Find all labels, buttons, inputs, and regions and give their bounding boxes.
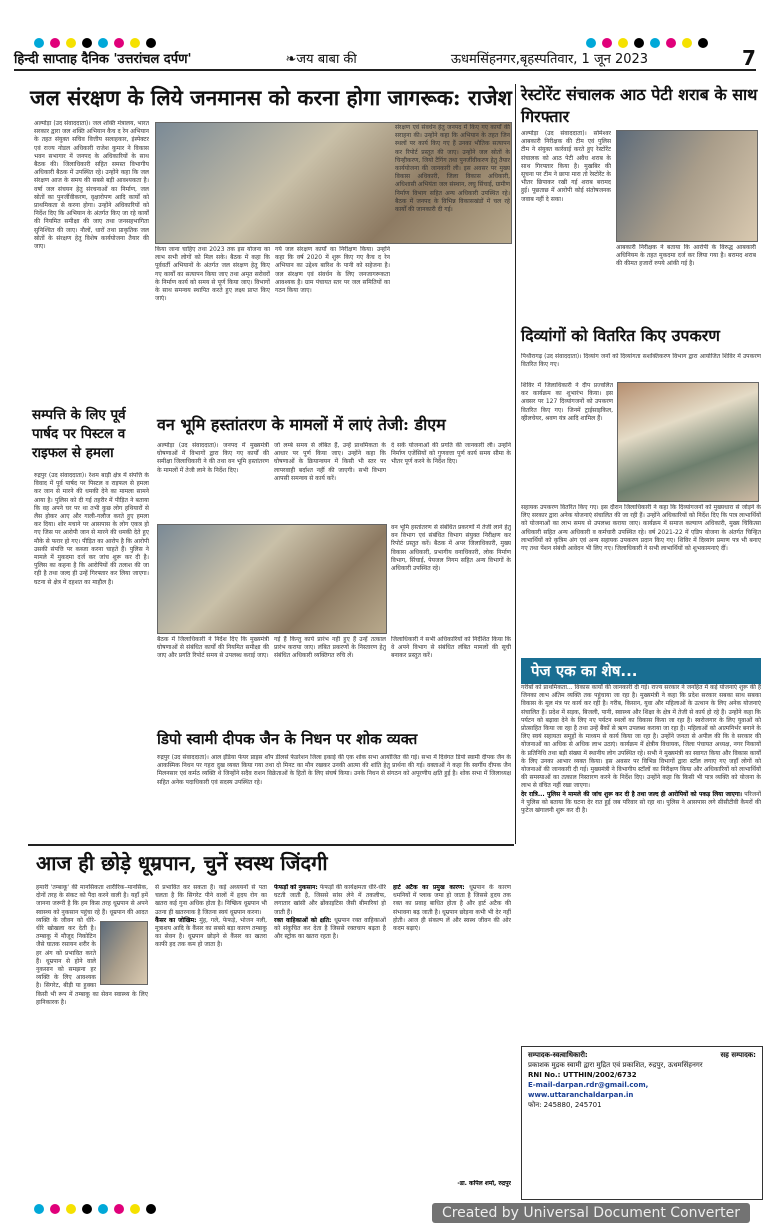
masthead-right: ऊधमसिंहनगर,बृहस्पतिवार, 1 जून 2023 — [450, 52, 649, 67]
story3-headline: सम्पत्ति के लिए पूर्व पार्षद पर पिस्टल व राइफल से हमला — [32, 407, 126, 461]
story1-body-col2: गये जल संरक्षण कार्यों का निरीक्षण किया। उन्होंने कहा कि वर्ष 2020 में शुरू किए गए कैच द रेन अभियान का उद्देश्य बारिश के पानी को सहेजना है। जल संरक्षण एवं संवर्धन के लिए जनजागरूकता आवश्यक है। ग्राम पंचायत स्तर पर जल समितियों का गठन किया जाए। — [275, 246, 390, 295]
story7-col1: हमारी 'तम्बाकू' की मानसिकता शारीरिक–मानसिक, दोनों तरह के संकट को पैदा करने वाली है। यहाँ हमें जानना जरूरी है कि हम किस तरह धूम्रपान से अपने स्वास्थ्य को नुकसान पहुंचा रहे हैं। धूम्रपान की आदत व्यक्ति के जीवन को धीरे-धीरे खोखला कर देती है। तम्बाकू में मौजूद निकोटिन जैसे घातक रसायन शरीर के हर अंग को प्रभावित करते हैं। धूम्रपान से होने वाले नुकसान को समझना हर व्यक्ति के लिए आवश्यक है। सिगरेट, बीड़ी या हुक्का किसी भी रूप में तम्बाकू का सेवन स्वास्थ्य के लिए हानिकारक है। — [36, 884, 148, 1006]
story5-col3b: वन भूमि हस्तांतरण से संबंधित प्रकरणों में तेजी लाने हेतु वन विभाग एवं संबंधित विभाग संयुक्त निरीक्षण कर रिपोर्ट प्रस्तुत करें। बैठक में अपर जिलाधिकारी, मुख्य विकास अधिकारी, प्रभागीय वनाधिकारी, लोक निर्माण विभाग, सिंचाई, पेयजल निगम सहित अन्य विभागों के अधिकारी उपस्थित रहे। — [391, 524, 511, 573]
black-dot — [82, 1204, 92, 1214]
story3-lead: रुद्रपुर (उद संवाददाता)। रेशम बाड़ी क्षेत्र में संपत्ति के विवाद में पूर्व पार्षद पर पिस्टल व राइफल से हमला कर जान से मारने की धमकी देने का मामला सामने आया है। पुलिस को दी गई तहरीर में पीड़ित ने बताया कि वह अपने घर पर था तभी कुछ लोग हथियारों से लैस होकर आए और गाली-गलौज करते हुए हमला कर दिया। शोर मचाने पर आसपास के लोग एकत्र हो गए जिस पर आरोपी जान से मारने की धमकी देते हुए मौके से फरार हो गए। पीड़ित का आरोप है कि आरोपी उसकी संपत्ति पर कब्जा करना चाहते हैं। पुलिस ने मामले में मुकदमा दर्ज कर जांच शुरू कर दी है। पुलिस का कहना है कि आरोपियों की तलाश की जा रही है तथा जल्द ही उन्हें गिरफ्तार कर लिया जाएगा। घटना से क्षेत्र में दहशत का माहौल है। — [34, 472, 149, 586]
continuation-box-header: पेज एक का शेष... — [521, 658, 761, 684]
black-dot — [146, 1204, 156, 1214]
story2-photo — [616, 130, 758, 242]
story5-col2: जो लम्बे समय से लंबित हैं, उन्हें प्राथमिकता के आधार पर पूर्ण किया जाए। उन्होंने कहा कि घोषणाओं के क्रियान्वयन में किसी भी स्तर पर लापरवाही बर्दाश्त नहीं की जाएगी। सभी विभाग आपसी समन्वय से कार्य करें। — [274, 442, 386, 482]
masthead-left: हिन्दी साप्ताह दैनिक 'उत्तरांचल दर्पण' — [14, 52, 192, 67]
cyan-dot — [98, 1204, 108, 1214]
imprint-box — [521, 1046, 763, 1200]
story5-col1: अल्मोड़ा (उद संवाददाता)। जनपद में मुख्यमंत्री घोषणाओं में विभागों द्वारा किए गए कार्यों की समीक्षा जिलाधिकारी ने की तथा वन भूमि हस्तांतरण के मामलों में तेजी लाने के निर्देश दिए। — [157, 442, 269, 474]
magenta-dot — [50, 1204, 60, 1214]
yellow-dot — [66, 1204, 76, 1214]
story1-body-col1: किया जाना चाहिए तथा 2023 तक इस योजना का लाभ सभी लोगों को मिल सके। बैठक में कहा कि पूर्ववर्ती अभियानों के अंतर्गत जल संरक्षण हेतु किए गए कार्यों का सत्यापन किया जाए तथा अमृत सरोवरों के निर्माण कार्य को समय से पूर्ण किया जाए। विभागों के साथ समन्वय स्थापित करते हुए लक्ष्य प्राप्त किए जाएं। — [155, 246, 270, 303]
story4-body-left: शिविर में जिलाधिकारी ने दीप प्रज्वलित कर कार्यक्रम का शुभारंभ किया। इस अवसर पर 127 दिव्यांगजनों को उपकरण वितरित किए गए। जिनमें ट्राईसाइकिल, व्हीलचेयर, श्रवण यंत्र आदि शामिल हैं। — [521, 382, 613, 422]
story4-lead: पिथौरागढ़ (उद संवाददाता)। दिव्यांग जनों को दिव्यांगता सशक्तिकरण विभाग द्वारा आयोजित शिविर में उपकरण वितरित किए गए। — [521, 353, 761, 369]
story7-byline: -डा. कपिल शर्मा, रुद्रपुर — [457, 1180, 511, 1187]
story1-headline: जल संरक्षण के लिये जनमानस को करना होगा जागरूक: राजेश — [30, 85, 512, 110]
magenta-dot — [114, 1204, 124, 1214]
continuation-box-body: गरीबों को प्राथमिकता... विकास कार्यों की जानकारी दी गई। राज्य सरकार ने जनहित में कई योजनाएं शुरू की हैं जिनका लाभ अंतिम व्यक्ति तक पहुंचाया जा रहा है। मुख्यमंत्री ने कहा कि प्रदेश सरकार सबका साथ सबका विकास के मूल मंत्र पर कार्य कर रही है। गरीब, किसान, युवा और महिलाओं के उत्थान के लिए अनेक योजनाएं संचालित हैं। प्रदेश में सड़क, बिजली, पानी, स्वास्थ्य और शिक्षा के क्षेत्र में तेजी से कार्य हो रहे हैं। उन्होंने कहा कि पर्यटन को बढ़ावा देने के लिए नए पर्यटन स्थलों का विकास किया जा रहा है। स्वरोजगार के लिए युवाओं को प्रोत्साहित किया जा रहा है तथा उन्हें बैंकों से ऋण उपलब्ध कराया जा रहा है। महिलाओं को आत्मनिर्भर बनाने के लिए स्वयं सहायता समूहों के माध्यम से कार्य किया जा रहा है। उन्होंने जनता से अपील की कि वे सरकार की योजनाओं का अधिक से अधिक लाभ उठाएं। कार्यक्रम में क्षेत्रीय विधायक, जिला पंचायत अध्यक्ष, नगर निकायों के प्रतिनिधि तथा बड़ी संख्या में स्थानीय लोग उपस्थित रहे। सभी ने मुख्यमंत्री का स्वागत किया और विकास कार्यों के लिए उनका आभार व्यक्त किया। इस अवसर पर विभिन्न विभागों द्वारा स्टॉल लगाए गए जहाँ लोगों को योजनाओं की जानकारी दी गई। मुख्यमंत्री ने विभागीय स्टॉलों का निरीक्षण किया और अधिकारियों को लाभार्थियों की समस्याओं का तत्काल निस्तारण करने के निर्देश दिए। उन्होंने कहा कि किसी भी पात्र व्यक्ति को योजना के लाभ से वंचित नहीं रखा जाएगा। देर रात्रि... पुलिस ने मामले की जांच शुरू कर दी है तथा जल्द ही आरोपियों को पकड़ लिया जाएगा। परिजनों ने पुलिस को बताया कि घटना देर रात हुई जब परिवार सो रहा था। पुलिस ने आसपास लगे सीसीटीवी कैमरों की फुटेज खंगालनी शुरू कर दी है। — [521, 684, 761, 815]
story5-col4: बैठक में जिलाधिकारी ने निर्देश दिए कि मुख्यमंत्री घोषणाओं से संबंधित कार्यों की नियमित समीक्षा की जाए और प्रगति रिपोर्ट समय से उपलब्ध कराई जाए। — [157, 636, 269, 660]
story5-col5: गई हैं किन्तु कार्य प्रारंभ नहीं हुए हैं उन्हें तत्काल प्रारंभ कराया जाए। लंबित प्रकरणों के निस्तारण हेतु संबंधित अधिकारी व्यक्तिगत रुचि लें। — [274, 636, 386, 660]
page-number: 7 — [742, 46, 756, 70]
story5-col3: दे सकें योजनाओं की प्रगति की जानकारी ली। उन्होंने निर्माण एजेंसियों को गुणवत्ता पूर्ण कार्य समय सीमा के भीतर पूर्ण करने के निर्देश दिए। — [391, 442, 511, 466]
story2-body: आबकारी निरीक्षक ने बताया कि आरोपी के विरुद्ध आबकारी अधिनियम के तहत मुकदमा दर्ज कर लिया गया है। बरामद शराब की कीमत हजारों रुपये आंकी गई है। — [616, 244, 756, 268]
author-photo — [100, 921, 148, 985]
story1-lead: अल्मोड़ा (उद संवाददाता)। जल शक्ति मंत्रालय, भारत सरकार द्वारा जल शक्ति अभियान कैच द रेन अभियान के तहत संयुक्त सचिव वित्तीय सलाहकार, इंस्पेक्टर एवं राज्य नोडल अधिकारी राजेश कुमार ने विकास भवन सभागार में जनपद के अधिकारियों के साथ बैठक की। जिलाधिकारी सहित समस्त विभागीय अधिकारी बैठक में उपस्थित रहे। उन्होंने कहा कि जल संरक्षण आज के समय की सबसे बड़ी आवश्यकता है। वर्षा जल संचयन हेतु संरचनाओं का निर्माण, जल स्रोतों का पुनर्जीवीकरण, वृक्षारोपण आदि कार्यों को प्राथमिकता से करना होगा। उन्होंने अधिकारियों को निर्देश दिए कि अभियान के अंतर्गत किए जा रहे कार्यों की नियमित समीक्षा की जाए तथा जनसहभागिता सुनिश्चित की जाए। नौलों, धारों तथा प्राकृतिक जल स्रोतों के संरक्षण हेतु विशेष कार्ययोजना तैयार की जाए। — [34, 120, 149, 251]
story4-headline: दिव्यांगों को वितरित किए उपकरण — [521, 326, 720, 345]
imprint-line2: प्रकाशक मुद्रक स्वामी द्वारा मुद्रित एवं प्रकाशित, रुद्रपुर, ऊधमसिंहनगर — [528, 1061, 703, 1069]
story1-body-col3: संरक्षण एवं संवर्धन हेतु जनपद में किए गए कार्यों की सराहना की। उन्होंने कहा कि अभियान के तहत जिन स्थलों पर कार्य किए गए हैं उनका भौतिक सत्यापन कर रिपोर्ट प्रस्तुत की जाए। उन्होंने जल स्रोतों के चिन्हीकरण, जियो टैगिंग तथा पुनर्जीवीकरण हेतु तैयार कार्ययोजना की जानकारी ली। इस अवसर पर मुख्य विकास अधिकारी, जिला विकास अधिकारी, अधिशासी अभियंता जल संस्थान, लघु सिंचाई, ग्रामीण निर्माण विभाग सहित अन्य अधिकारी उपस्थित रहे। बैठक में जनपद के विभिन्न विकासखंडों में चल रहे कार्यों की जानकारी दी गई। — [395, 124, 510, 214]
story7-col2: से प्रभावित कर सकता है। कई अध्ययनों से पता चलता है कि सिगरेट पीने वालों में हृदय रोग का खतरा कई गुना अधिक होता है। निष्क्रिय धूम्रपान भी उतना ही खतरनाक है जितना स्वयं धूम्रपान करना। कैंसर का जोखिम: मुंह, गले, फेफड़े, भोजन नली, मूत्राशय आदि के कैंसर का सबसे बड़ा कारण तम्बाकू का सेवन है। धूम्रपान छोड़ने से कैंसर का खतरा काफी हद तक कम हो जाता है। — [155, 884, 267, 949]
cyan-dot — [34, 1204, 44, 1214]
masthead-center: ❧जय बाबा की — [285, 52, 357, 67]
story4-photo — [617, 382, 759, 502]
section-divider — [28, 844, 514, 846]
imprint-line1: सम्पादक-स्वत्वाधिकारी: सह सम्पादक: — [528, 1051, 756, 1059]
color-registration-dots-bottom-left — [34, 1196, 156, 1222]
story4-body: सहायक उपकरण वितरित किए गए। इस दौरान जिलाधिकारी ने कहा कि दिव्यांगजनों को मुख्यधारा से जोड़ने के लिए सरकार द्वारा अनेक योजनाएं संचालित की जा रही हैं। उन्होंने अधिकारियों को निर्देश दिए कि पात्र लाभार्थियों को योजनाओं का लाभ समय से उपलब्ध कराया जाए। कार्यक्रम में समाज कल्याण अधिकारी, मुख्य चिकित्सा अधिकारी सहित अन्य अधिकारी व कर्मचारी उपस्थित रहे। वर्ष 2021-22 में एडिप योजना के अंतर्गत चिन्हित लाभार्थियों को कृत्रिम अंग एवं अन्य सहायक उपकरण प्रदान किए गए। शिविर में दिव्यांग प्रमाण पत्र भी बनाए गए तथा पेंशन संबंधी आवेदन भी लिए गए। जिलाधिकारी ने सभी लाभार्थियों को शुभकामनाएं दीं। — [521, 504, 761, 553]
story6-headline: डिपो स्वामी दीपक जैन के निधन पर शोक व्यक्त — [157, 730, 418, 748]
story5-photo — [157, 524, 387, 634]
column-divider — [515, 84, 516, 844]
imprint-phone: फोन: 245880, 245701 — [528, 1101, 602, 1109]
imprint-line4: E-mail-darpan.rdr@gmail.com, www.uttaranchaldarpan.in — [528, 1081, 649, 1099]
story6-body: रुद्रपुर (उद संवाददाता)। आल इंडिया फेयर प्राइस शॉप डीलर्स फेडरेशन जिला इकाई की एक शोक सभा आयोजित की गई। सभा में दिवंगत डिपो स्वामी दीपक जैन के आकस्मिक निधन पर गहरा दुख व्यक्त किया गया तथा दो मिनट का मौन रखकर उनकी आत्मा की शांति हेतु प्रार्थना की गई। वक्ताओं ने कहा कि स्वर्गीय दीपक जैन मिलनसार एवं कर्मठ व्यक्ति थे जिन्होंने सदैव राशन विक्रेताओं के हितों के लिए संघर्ष किया। उनके निधन से संगठन को अपूरणीय क्षति हुई है। शोक सभा में जिलाध्यक्ष सहित अनेक पदाधिकारी एवं सदस्य उपस्थित रहे। — [157, 754, 511, 786]
imprint-line3: RNI No.: UTTHIN/2002/6732 — [528, 1071, 637, 1079]
story5-col6: जिलाधिकारी ने सभी अधिकारियों को निर्देशित किया कि वे अपने विभाग से संबंधित लंबित मामलों की सूची बनाकर प्रस्तुत करें। — [391, 636, 511, 660]
story2-lead: अल्मोड़ा (उद संवाददाता)। सोमेश्वर आबकारी निरीक्षक की टीम एवं पुलिस टीम ने संयुक्त कार्रवाई करते हुए रेस्टोरेंट संचालक को आठ पेटी अवैध शराब के साथ गिरफ्तार किया है। मुखबिर की सूचना पर टीम ने छापा मारा तो रेस्टोरेंट के भीतर छिपाकर रखी गई शराब बरामद हुई। पूछताछ में आरोपी कोई संतोषजनक जवाब नहीं दे सका। — [521, 130, 611, 203]
masthead — [14, 47, 756, 71]
converter-watermark: Created by Universal Document Converter — [432, 1203, 750, 1223]
story7-col3: फेफड़ों को नुकसान: फेफड़ों की कार्यक्षमता धीरे-धीरे घटती जाती है, जिससे सांस लेने में तकलीफ, लगातार खांसी और ब्रोंकाइटिस जैसी बीमारियां हो जाती हैं। रक्त वाहिकाओं को क्षति: धूम्रपान रक्त वाहिकाओं को संकुचित कर देता है जिससे रक्तचाप बढ़ता है और स्ट्रोक का खतरा रहता है। — [274, 884, 386, 941]
story7-headline: आज ही छोड़े धूम्रपान, चुनें स्वस्थ जिंदगी — [36, 851, 328, 875]
yellow-dot — [130, 1204, 140, 1214]
story7-col4: हार्ट अटैक का प्रमुख कारण: धूम्रपान के कारण धमनियों में प्लाक जमा हो जाता है जिससे हृदय तक रक्त का प्रवाह बाधित होता है और हार्ट अटैक की संभावना बढ़ जाती है। धूम्रपान छोड़ना कभी भी देर नहीं होती। आज ही संकल्प लें और स्वस्थ जीवन की ओर कदम बढ़ाएं। — [393, 884, 511, 933]
story5-headline: वन भूमि हस्तांतरण के मामलों में लाएं तेजी: डीएम — [157, 415, 446, 434]
story2-headline: रेस्टोरेंट संचालक आठ पेटी शराब के साथ गिरफ्तार — [521, 85, 758, 126]
